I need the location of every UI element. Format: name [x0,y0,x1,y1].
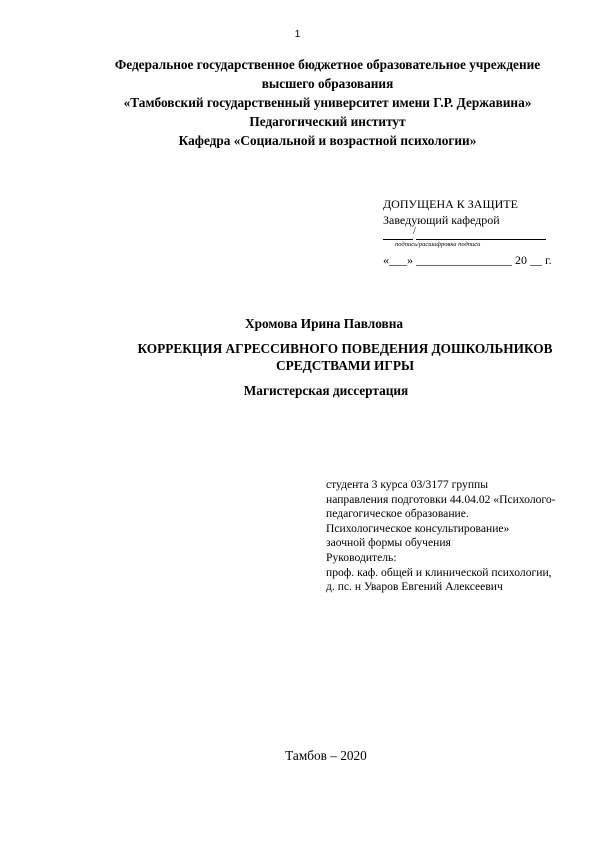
signature-caption: подпись/расшифровка подписи [395,241,481,248]
header-line-organization: Федеральное государственное бюджетное образовательное учреждение [114,57,541,72]
supervisor-name: д. пс. н Уваров Евгений Алексеевич [326,580,503,594]
approval-title: ДОПУЩЕНА К ЗАЩИТЕ [383,197,518,211]
approval-date-line: «___» ________________ 20 __ г. [383,253,552,267]
thesis-title [80,340,595,374]
city-year: Тамбов – 2020 [285,748,367,763]
approval-role: Заведующий кафедрой [383,213,500,227]
supervisor-label: Руководитель: [326,550,397,564]
thesis-type: Магистерская диссертация [243,383,409,398]
header-line-department: Кафедра «Социальной и возрастной психологии» [178,133,477,148]
header-line-university: «Тамбовский государственный университет имени Г.Р. Державина» [123,95,532,110]
student-info [326,478,556,595]
signature-separator: / [413,226,416,237]
student-info-line: Психологическое консультирование» [326,521,510,535]
page-number: 1 [294,29,301,40]
approval-block [383,196,563,268]
institution-header [40,55,595,150]
student-info-line: студента 3 курса 03/3177 группы [326,478,489,491]
thesis-title-line-1: КОРРЕКЦИЯ АГРЕССИВНОГО ПОВЕДЕНИЯ ДОШКОЛЬНИКОВ [137,341,553,356]
student-info-line: направления подготовки 44.04.02 «Психолого- [326,492,556,506]
header-line-institute: Педагогический институт [249,114,406,129]
header-line-education-level: высшего образования [261,76,394,91]
supervisor-position: проф. каф. общей и клинической психологии, [326,565,552,579]
student-info-line: заочной формы обучения [326,536,451,550]
author-name: Хромова Ирина Павловна [245,316,404,331]
thesis-title-line-2: СРЕДСТВАМИ ИГРЫ [275,358,415,373]
student-info-line: педагогическое образование. [326,507,469,521]
signature-line [383,228,563,240]
